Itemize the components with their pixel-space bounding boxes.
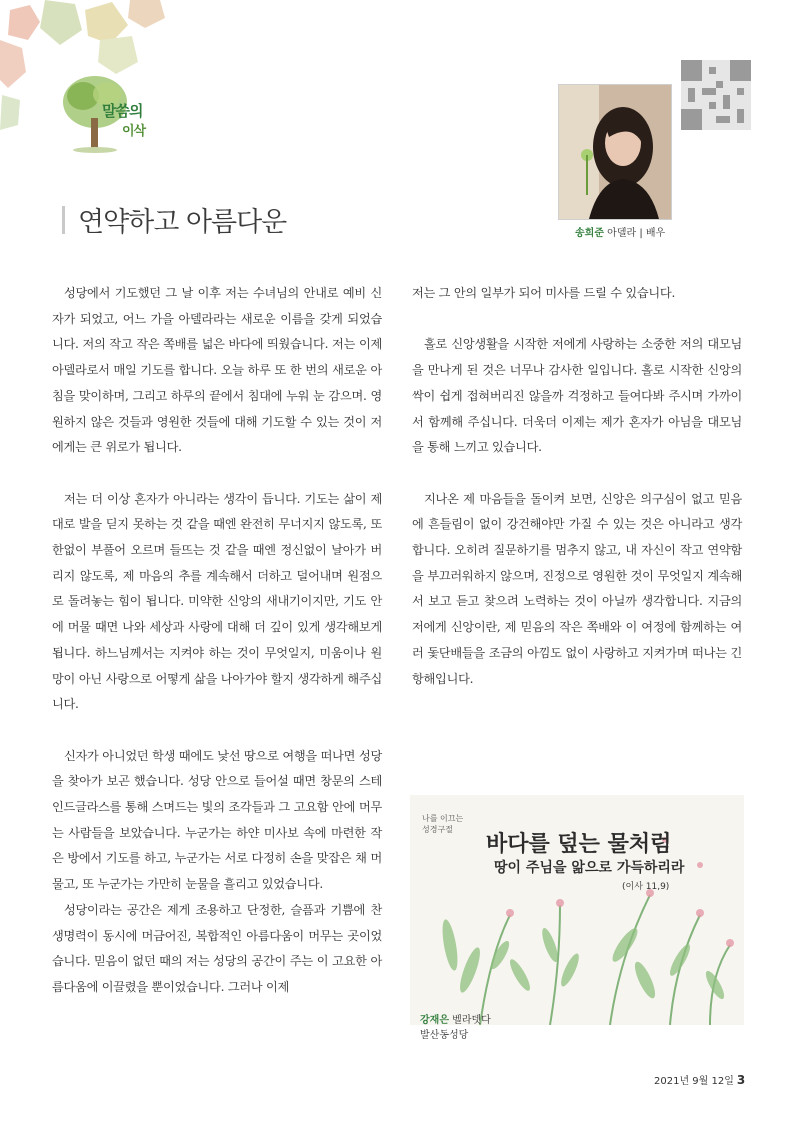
verse-line2: 땅이 주님을 앎으로 가득하리라: [494, 860, 685, 876]
paragraph: 홀로 신앙생활을 시작한 저에게 사랑하는 소중한 저의 대모님을 만나게 된 것은 너무나 감사한 일입니다. 홀로 시작한 신앙의 싹이 쉽게 접혀버리진 않을까 걱정하고 들여다봐 주시며 가까이서 함께해 주십니다. 더욱더 이제는 제가 혼자가 아님을 대모님을 통해 느끼고 있습니다.: [412, 337, 742, 455]
qr-code-icon: [681, 60, 751, 130]
series-name-line2: 이삭: [122, 124, 146, 139]
paragraph: 저는 더 이상 혼자가 아니라는 생각이 듭니다. 기도는 삶이 제대로 발을 딛지 못하는 것 같을 때엔 완전히 무너지지 않도록, 또 한없이 부풀어 오르며 들뜨는 것 같을 때엔 정신없이 날아가 버리지 않도록, 제 마음의 추를 계속해서 더하고 덜어내며 원점으로 돌려놓는 힘이 됩니다. 미약한 신앙의 새내기이지만, 기도 안에 머물 때면 나와 세상과 사랑에 대해 더 깊이 있게 생각해보게 됩니다. 하느님께서는 지켜야 하는 것이 무엇일지, 미움이나 원망이 아닌 사랑으로 어떻게 삶을 나아가야 할지 생각하게 해주십니다.: [52, 491, 382, 712]
artist-name: 강재은: [420, 1015, 449, 1026]
paragraph: 성당이라는 공간은 제게 조용하고 단정한, 슬픔과 기쁨에 찬 생명력이 동시에 머금어진, 복합적인 아름다움이 머무는 곳이었습니다. 믿음이 없던 때의 저는 성당의 공간이 주는 이 고요한 아름다움에 이끌렸을 뿐이었습니다. 그러나 이제: [52, 902, 382, 994]
author-role: 아델라 | 배우: [607, 228, 666, 239]
paragraph: 저는 그 안의 일부가 되어 미사를 드릴 수 있습니다.: [412, 286, 676, 300]
portrait-image: [559, 85, 671, 219]
article-body-right: [412, 281, 742, 692]
art-series-line2: 성경구절: [422, 825, 453, 834]
verse-reference: (이사 11,9): [622, 882, 670, 892]
article-title: 연약하고 아름다운: [78, 207, 287, 238]
title-divider: [62, 206, 65, 234]
calligraphy-artwork: [410, 795, 744, 1025]
artist-caption: [420, 1013, 491, 1043]
author-caption: [575, 224, 665, 239]
paragraph: 지나온 제 마음들을 돌이켜 보면, 신앙은 의구심이 없고 믿음에 흔들림이 없이 강건해야만 가질 수 있는 것은 아니라고 생각합니다. 오히려 질문하기를 멈추지 않고, 내 자신이 작고 연약함을 부끄러워하지 않으며, 진정으로 영원한 것이 무엇일지 계속해서 보고 듣고 찾으려 노력하는 것이 아닐까 생각합니다. 지금의 저에게 신앙이란, 제 믿음의 작은 쪽배와 이 여정에 함께하는 여러 돛단배들을 조금의 아낌도 없이 사랑하고 지켜가며 떠나는 긴 항해입니다.: [412, 491, 742, 686]
series-name-line1: 말씀의: [102, 102, 143, 120]
issue-date: 2021년 9월 12일: [654, 1076, 734, 1087]
article-body-left: [52, 281, 382, 1001]
author-name: 송희준: [575, 228, 604, 239]
paragraph: 신자가 아니었던 학생 때에도 낯선 땅으로 여행을 떠나면 성당을 찾아가 보곤 했습니다. 성당 안으로 들어설 때면 창문의 스테인드글라스를 통해 스며드는 빛의 조각들과 그 고요함 안에 머무는 사람들을 보았습니다. 누군가는 하얀 미사보 속에 마련한 작은 방에서 기도를 하고, 누군가는 서로 다정히 손을 맞잡은 채 머물고, 또 누군가는 가만히 눈물을 흘리고 있었습니다.: [52, 748, 382, 892]
artist-role: 벨라뎃다: [452, 1015, 491, 1026]
page-footer: [654, 1072, 745, 1087]
artist-parish: 발산동성당: [420, 1030, 469, 1041]
author-photo: [558, 84, 672, 220]
art-series: [422, 813, 463, 835]
page-number: 3: [736, 1073, 746, 1087]
art-series-line1: 나를 이끄는: [422, 814, 464, 823]
verse-line1: 바다를 덮는 물처럼: [486, 831, 672, 857]
paragraph: 성당에서 기도했던 그 날 이후 저는 수녀님의 안내로 예비 신자가 되었고, 어느 가을 아델라라는 새로운 이름을 갖게 되었습니다. 저의 작고 작은 쪽배를 넓은 바다에 띄웠습니다. 저는 이제 아델라로서 매일 기도를 합니다. 오늘 하루 또 한 번의 새로운 아침을 맞이하며, 그리고 하루의 끝에서 침대에 누워 눈 감으며. 영원하지 않은 것들과 영원한 것들에 대해 기도할 수 있는 것이 저에게는 큰 위로가 됩니다.: [52, 286, 382, 455]
